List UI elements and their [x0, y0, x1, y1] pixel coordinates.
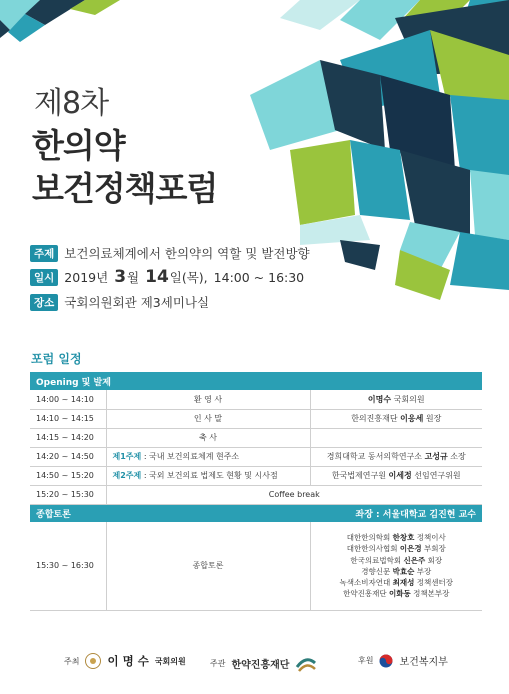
date-row	[30, 267, 304, 287]
panelist	[315, 543, 479, 554]
topic-text: : 국외 보건의료 법제도 현황 및 시사점	[143, 471, 278, 480]
row-speaker	[310, 447, 482, 466]
panelist-role: 부회장	[424, 544, 446, 554]
row-content: 축 사	[106, 428, 310, 447]
panelist-name: 이은경	[399, 544, 422, 554]
topic-label: 제2주제	[112, 471, 142, 480]
table-row	[30, 466, 482, 485]
date-month-unit: 월	[127, 270, 140, 285]
table-row	[30, 409, 482, 428]
place-row	[30, 293, 209, 311]
row-speaker	[310, 409, 482, 428]
speaker-name: 이명수	[367, 394, 392, 404]
panelist-name: 최재성	[392, 577, 415, 587]
forum-edition: 제8차	[34, 86, 109, 121]
table-row	[30, 428, 482, 447]
sponsor-label: 후원	[358, 656, 374, 665]
speaker-role: 국회의원	[393, 394, 425, 404]
speaker-name: 이응세	[400, 414, 424, 423]
panelist-role: 정책이사	[416, 533, 446, 543]
panelist-role: 정책본부장	[413, 589, 450, 599]
panelist-role: 부장	[416, 566, 432, 576]
place-tag: 장소	[30, 294, 58, 311]
national-assembly-seal-icon	[85, 653, 101, 669]
date-day-number: 14	[145, 267, 169, 287]
host-label: 주최	[64, 656, 80, 666]
discussion-row	[30, 522, 482, 610]
panelist	[315, 555, 479, 566]
organizer-name: 한약진흥재단	[231, 659, 290, 671]
discussion-section-header	[30, 504, 482, 522]
footer-organizer	[210, 653, 317, 673]
panelist	[315, 532, 479, 543]
speaker-name: 고성규	[424, 452, 448, 461]
title-line-2: 보건정책포럼	[32, 169, 218, 208]
date-day-unit: 일(목),	[169, 270, 208, 285]
row-content: 인 사 말	[106, 409, 310, 428]
speaker-affiliation: 경희대학교 동서의학연구소	[326, 452, 423, 461]
row-content: 종합토론	[106, 522, 310, 610]
panelist-affiliation: 대한한의학회	[346, 533, 391, 543]
panelist-name: 신은주	[403, 555, 426, 565]
speaker-role: 소장	[450, 452, 466, 461]
row-content: Coffee break	[106, 485, 482, 504]
date-month-number: 3	[114, 267, 127, 287]
panelist-affiliation: 경향신문	[361, 566, 391, 576]
panelist	[315, 577, 479, 588]
panelist-affiliation: 한국의료법학회	[350, 555, 402, 565]
row-content: 환 영 사	[106, 390, 310, 409]
table-row	[30, 390, 482, 409]
speaker-name: 이세정	[388, 471, 412, 480]
title-line-1: 한의약	[32, 126, 125, 165]
row-content	[106, 447, 310, 466]
topic-text: 보건의료체계에서 한의약의 역할 및 발전방향	[64, 246, 310, 261]
row-content	[106, 466, 310, 485]
host-name: 이 명 수	[107, 654, 149, 668]
panelist-role: 정책센터장	[416, 577, 453, 587]
panelist-name: 박효순	[392, 566, 415, 576]
panelist-name: 이화동	[389, 589, 411, 599]
panelist-role: 회장	[427, 555, 443, 565]
row-time: 14:50 ~ 15:20	[30, 466, 106, 485]
date-time: 14:00 ~ 16:30	[213, 269, 305, 285]
sponsor-name: 보건복지부	[399, 657, 448, 668]
opening-header-text: Opening 및 발제	[30, 372, 482, 390]
row-time: 14:00 ~ 14:10	[30, 390, 106, 409]
host-role: 국회의원	[154, 656, 186, 666]
panelist-name: 한창호	[392, 533, 415, 543]
footer-sponsor	[358, 653, 448, 668]
panelist-affiliation: 대한한의사협회	[346, 544, 398, 554]
table-row	[30, 447, 482, 466]
discussion-header-text: 종합토론	[30, 504, 310, 522]
row-time: 15:20 ~ 15:30	[30, 485, 106, 504]
speaker-role: 선임연구위원	[414, 471, 461, 480]
panelist-affiliation: 한약진흥재단	[343, 589, 387, 599]
row-time: 14:10 ~ 14:15	[30, 409, 106, 428]
speaker-role: 원장	[425, 414, 442, 423]
row-time: 14:15 ~ 14:20	[30, 428, 106, 447]
speaker-affiliation: 한의진흥재단	[351, 414, 398, 423]
row-speaker	[310, 428, 482, 447]
table-row	[30, 485, 482, 504]
schedule-title: 포럼 일정	[31, 352, 82, 366]
organizer-label: 주관	[210, 658, 226, 668]
schedule-table	[30, 372, 482, 611]
date-year: 2019년	[64, 270, 109, 285]
place-text: 국회의원회관 제3세미나실	[64, 295, 210, 310]
organizer-logo-icon	[295, 653, 317, 673]
panelist-affiliation: 녹색소비자연대	[339, 577, 391, 587]
speaker-affiliation: 한국법제연구원	[331, 471, 386, 480]
row-time: 15:30 ~ 16:30	[30, 522, 106, 610]
row-speaker	[310, 390, 482, 409]
panel-list	[310, 522, 482, 610]
date-tag: 일시	[30, 269, 58, 286]
panelist	[315, 566, 479, 577]
topic-text: : 국내 보건의료체계 현주소	[143, 452, 240, 461]
discussion-chair: 좌장 : 서울대학교 김진현 교수	[310, 504, 482, 522]
topic-row	[30, 244, 310, 262]
opening-section-header	[30, 372, 482, 390]
row-time: 14:20 ~ 14:50	[30, 447, 106, 466]
row-speaker	[310, 466, 482, 485]
taegeuk-icon	[379, 654, 393, 668]
panelist	[315, 588, 479, 599]
topic-tag: 주제	[30, 245, 58, 262]
footer-host	[64, 653, 186, 669]
topic-label: 제1주제	[112, 452, 142, 461]
